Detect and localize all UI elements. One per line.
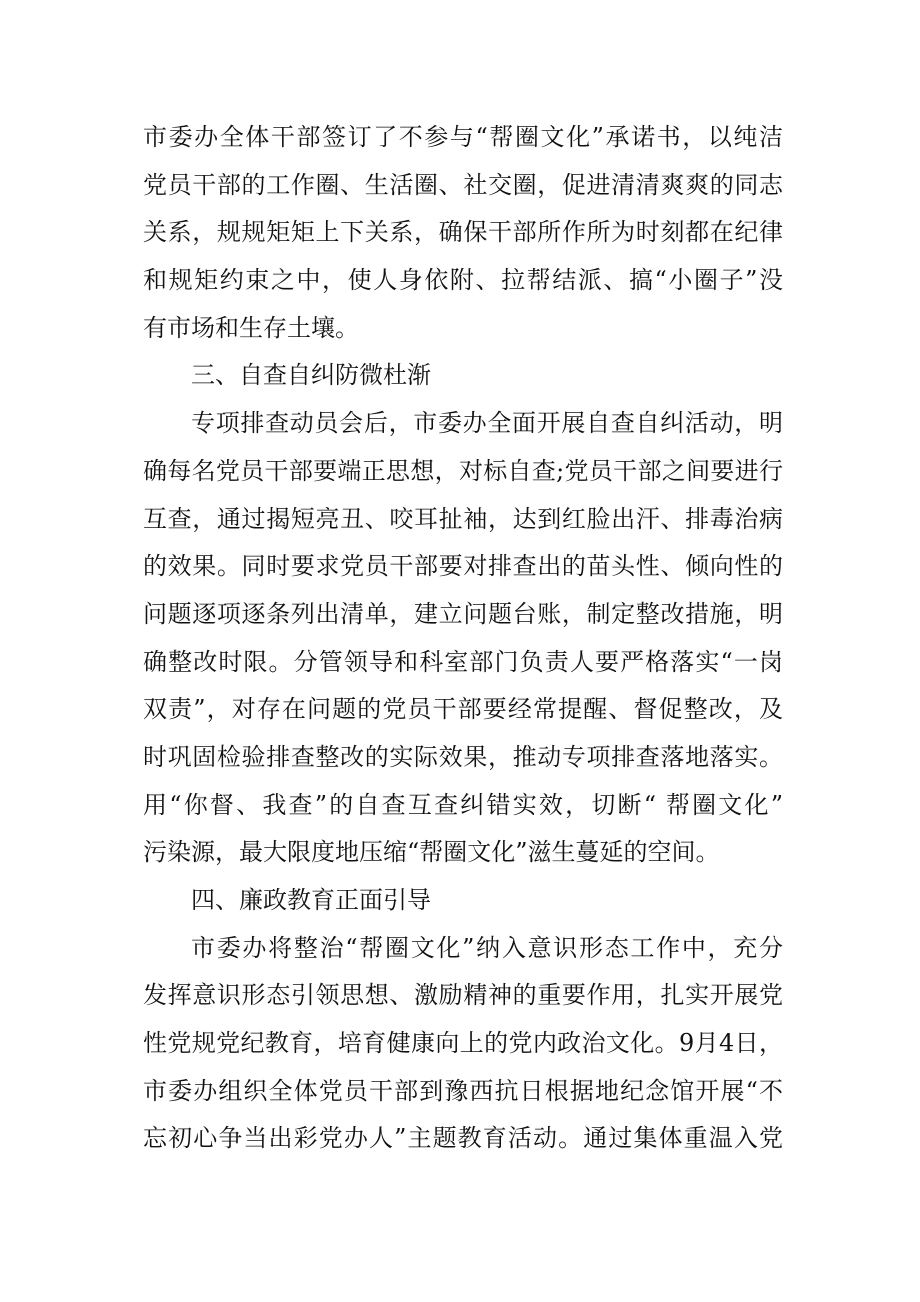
- paragraph-line: 和规矩约束之中，使人身依附、拉帮结派、搞“小圈子”没: [143, 266, 783, 295]
- paragraph-line: 市委办全体干部签订了不参与“帮圈文化”承诺书，以纯洁: [143, 123, 783, 151]
- section-heading: 四、廉政教育正面引导: [191, 886, 431, 914]
- paragraph-line: 发挥意识形态引领思想、激励精神的重要作用，扎实开展党: [143, 981, 783, 1010]
- paragraph-line: 忘初心争当出彩党办人”主题教育活动。通过集体重温入党: [143, 1124, 783, 1153]
- paragraph-line: 确每名党员干部要端正思想，对标自查;党员干部之间要进行: [143, 456, 783, 485]
- paragraph-line: 确整改时限。分管领导和科室部门负责人要严格落实“一岗: [143, 647, 783, 676]
- paragraph-line: 的效果。同时要求党员干部要对排查出的苗头性、倾向性的: [143, 552, 783, 581]
- paragraph-line: 党员干部的工作圈、生活圈、社交圈，促进清清爽爽的同志: [143, 170, 783, 199]
- paragraph-line: 关系，规规矩矩上下关系，确保干部所作所为时刻都在纪律: [143, 218, 783, 247]
- paragraph-line: 时巩固检验排查整改的实际效果，推动专项排查落地落实。: [143, 742, 783, 771]
- paragraph-line: 问题逐项逐条列出清单，建立问题台账，制定整改措施，明: [143, 599, 783, 628]
- paragraph-line: 互查，通过揭短亮丑、咬耳扯袖，达到红脸出汗、排毒治病: [143, 504, 783, 533]
- paragraph-line: 市委办组织全体党员干部到豫西抗日根据地纪念馆开展“不: [143, 1076, 783, 1105]
- paragraph-line: 市委办将整治“帮圈文化”纳入意识形态工作中，充分: [191, 933, 783, 962]
- section-heading: 三、自查自纠防微杜渐: [191, 361, 431, 390]
- paragraph-line: 双责”，对存在问题的党员干部要经常提醒、督促整改，及: [143, 695, 783, 724]
- paragraph-line: 用“你督、我查”的自查互查纠错实效，切断“ 帮圈文化”: [143, 790, 783, 819]
- document-body: [143, 114, 783, 1163]
- paragraph-line: 性党规党纪教育，培育健康向上的党内政治文化。9月4日，: [143, 1029, 783, 1058]
- paragraph-line: 污染源，最大限度地压缩“帮圈文化”滋生蔓延的空间。: [143, 838, 720, 867]
- paragraph-line: 专项排查动员会后，市委办全面开展自查自纠活动，明: [191, 409, 783, 438]
- paragraph-line: 有市场和生存土壤。: [143, 313, 359, 342]
